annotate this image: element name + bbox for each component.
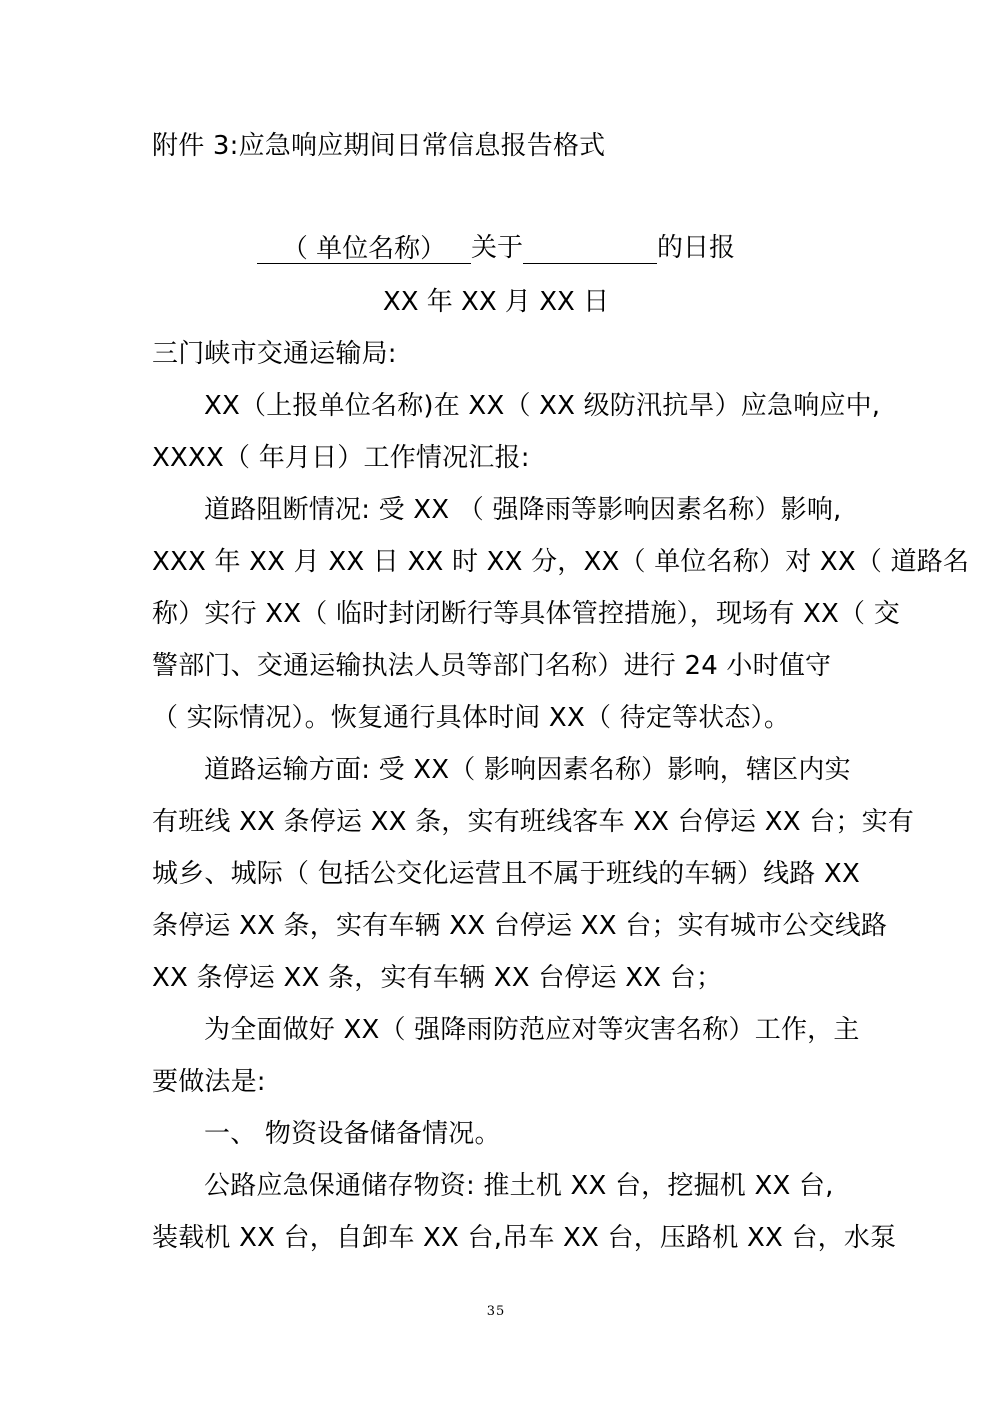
paragraph-line: 公路应急保通储存物资: 推土机 XX 台，挖掘机 XX 台, <box>204 1171 834 1201</box>
paragraph-line: 城乡、城际（ 包括公交化运营且不属于班线的车辆）线路 XX <box>152 859 860 889</box>
report-header <box>0 232 992 264</box>
paragraph-line: XX（上报单位名称)在 XX（ XX 级防汛抗旱）应急响应中, <box>204 391 881 421</box>
report-suffix-text: 的日报 <box>657 233 736 263</box>
paragraph-line: 要做法是: <box>152 1067 266 1097</box>
paragraph-line: 道路阻断情况: 受 XX （ 强降雨等影响因素名称）影响, <box>204 495 842 525</box>
paragraph-line: 称）实行 XX（ 临时封闭断行等具体管控措施），现场有 XX（ 交 <box>152 599 900 629</box>
paragraph-line: XXX 年 XX 月 XX 日 XX 时 XX 分，XX（ 单位名称）对 XX（ 道路名 <box>152 547 970 577</box>
paragraph-line: XX 条停运 XX 条，实有车辆 XX 台停运 XX 台； <box>152 963 723 993</box>
report-date: XX 年 XX 月 XX 日 <box>382 287 610 317</box>
section-heading: 一、 物资设备储备情况。 <box>204 1119 501 1149</box>
page-number: 35 <box>486 1304 506 1319</box>
subject-blank <box>523 233 657 264</box>
paragraph-line: 警部门、交通运输执法人员等部门名称）进行 24 小时值守 <box>152 651 832 681</box>
report-about-text: 关于 <box>470 233 523 263</box>
unit-name-blank: （ 单位名称） <box>257 233 471 264</box>
document-title: 附件 3:应急响应期间日常信息报告格式 <box>152 131 606 161</box>
paragraph-line: （ 实际情况）。恢复通行具体时间 XX（ 待定等状态）。 <box>152 703 791 733</box>
paragraph-line: 装载机 XX 台，自卸车 XX 台,吊车 XX 台，压路机 XX 台，水泵 <box>152 1223 897 1253</box>
paragraph-line: 为全面做好 XX（ 强降雨防范应对等灾害名称）工作，主 <box>204 1015 860 1045</box>
paragraph-line: XXXX（ 年月日）工作情况汇报: <box>152 443 530 473</box>
recipient-line: 三门峡市交通运输局: <box>152 339 397 369</box>
paragraph-line: 条停运 XX 条，实有车辆 XX 台停运 XX 台；实有城市公交线路 <box>152 911 888 941</box>
paragraph-line: 道路运输方面: 受 XX（ 影响因素名称）影响，辖区内实 <box>204 755 851 785</box>
paragraph-line: 有班线 XX 条停运 XX 条，实有班线客车 XX 台停运 XX 台；实有 <box>152 807 915 837</box>
